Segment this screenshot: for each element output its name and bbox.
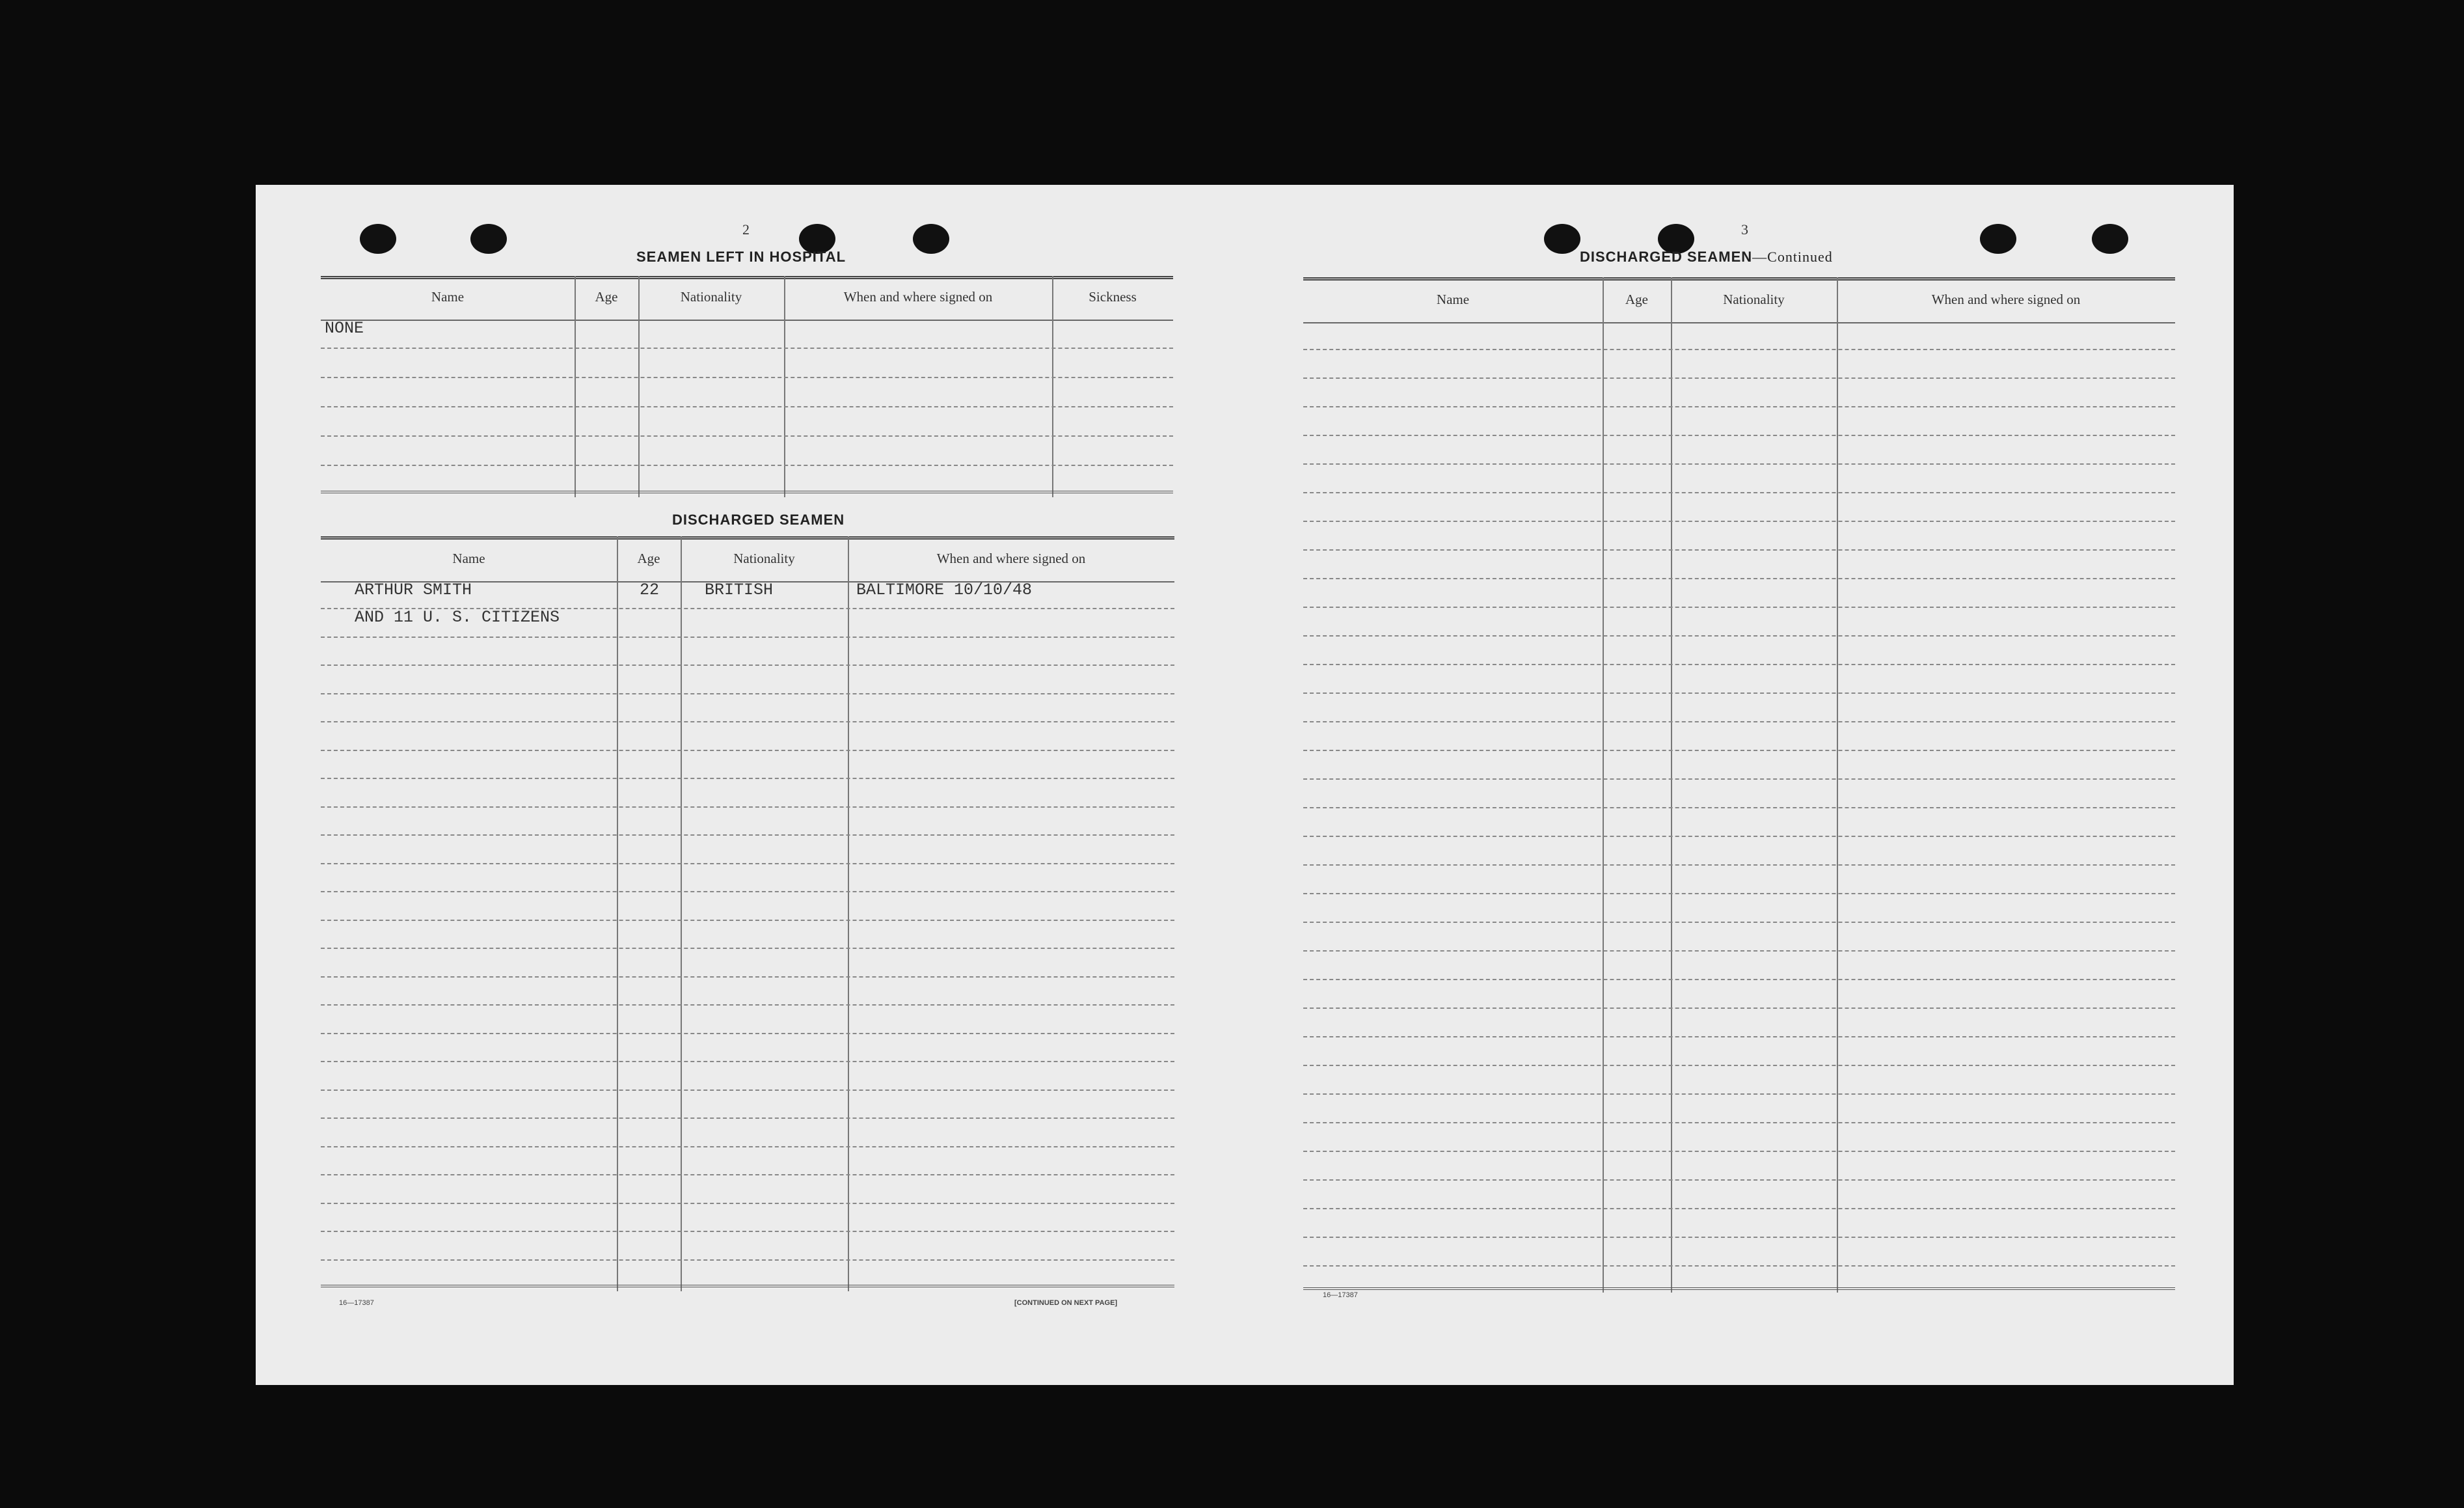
punch-hole: [360, 224, 396, 254]
punch-hole: [1544, 224, 1580, 254]
row-rule: [321, 377, 1173, 378]
row-rule: [321, 976, 1174, 978]
discharged-continued-title: [1580, 249, 1833, 266]
row-rule: [321, 1090, 1174, 1091]
row-rule: [321, 348, 1173, 349]
row-rule: [1303, 864, 2175, 866]
column-divider: [638, 276, 640, 497]
row-rule: [321, 1259, 1174, 1261]
column-divider: [784, 276, 785, 497]
table-bottom-rule: [321, 1285, 1174, 1287]
row-rule: [1303, 521, 2175, 522]
column-divider: [1603, 277, 1604, 1293]
row-rule: [1303, 1237, 2175, 1238]
col-header-age: Age: [637, 551, 660, 566]
row-rule: [1303, 1179, 2175, 1181]
right-page: [1271, 185, 2234, 1385]
row-rule: [1303, 807, 2175, 808]
row-rule: [1303, 750, 2175, 751]
row-rule: [1303, 1036, 2175, 1037]
seaman-name: AND 11 U. S. CITIZENS: [355, 608, 560, 627]
hospital-title: SEAMEN LEFT IN HOSPITAL: [636, 249, 846, 265]
row-rule: [321, 948, 1174, 949]
row-rule: [321, 1117, 1174, 1119]
row-rule: [1303, 692, 2175, 694]
page-number: 2: [742, 221, 750, 238]
row-rule: [321, 406, 1173, 407]
row-rule: [321, 665, 1174, 666]
row-rule: [1303, 1208, 2175, 1209]
row-rule: [321, 1004, 1174, 1006]
row-rule: [321, 721, 1174, 722]
form-sheet: [256, 185, 2234, 1385]
hospital-table: [321, 276, 1173, 497]
seaman-signed-on: BALTIMORE 10/10/48: [856, 581, 1033, 599]
row-rule: [321, 637, 1174, 638]
row-rule: [321, 863, 1174, 864]
column-divider: [1671, 277, 1672, 1293]
row-rule: [321, 750, 1174, 751]
row-rule: [321, 1203, 1174, 1204]
row-rule: [1303, 664, 2175, 665]
row-rule: [1303, 578, 2175, 579]
punch-hole: [1980, 224, 2016, 254]
row-rule: [1303, 635, 2175, 637]
seaman-name: ARTHUR SMITH: [355, 581, 472, 599]
row-rule: [1303, 778, 2175, 780]
col-header-name: Name: [452, 551, 485, 566]
row-rule: [1303, 893, 2175, 894]
row-rule: [321, 920, 1174, 921]
row-rule: [1303, 1008, 2175, 1009]
row-rule: [321, 834, 1174, 836]
column-divider: [1837, 277, 1838, 1293]
row-rule: [321, 1061, 1174, 1062]
row-rule: [1303, 1265, 2175, 1267]
column-divider: [617, 536, 618, 1291]
col-header-name: Name: [431, 289, 465, 305]
row-rule: [1303, 549, 2175, 551]
column-divider: [1052, 276, 1053, 497]
discharged-table: [321, 536, 1174, 1291]
row-rule: [321, 778, 1174, 779]
col-header-signed-on: When and where signed on: [1931, 292, 2081, 307]
row-rule: [321, 1146, 1174, 1147]
row-rule: [1303, 1122, 2175, 1123]
col-header-sickness: Sickness: [1089, 289, 1137, 305]
hospital-entry: NONE: [325, 319, 364, 338]
row-rule: [1303, 377, 2175, 379]
row-rule: [321, 1174, 1174, 1175]
row-rule: [1303, 435, 2175, 436]
row-rule: [1303, 979, 2175, 980]
col-header-signed-on: When and where signed on: [936, 551, 1086, 566]
column-divider: [848, 536, 849, 1291]
row-rule: [321, 891, 1174, 892]
row-rule: [1303, 492, 2175, 493]
form-number: 16—17387: [339, 1299, 374, 1307]
row-rule: [1303, 721, 2175, 722]
punch-hole: [2092, 224, 2128, 254]
row-rule: [321, 465, 1173, 466]
row-rule: [1303, 922, 2175, 923]
title-continued: —Continued: [1752, 249, 1833, 265]
row-rule: [1303, 1065, 2175, 1066]
row-rule: [1303, 1151, 2175, 1152]
col-header-name: Name: [1436, 292, 1470, 307]
punch-hole: [913, 224, 949, 254]
col-header-nationality: Nationality: [1723, 292, 1785, 307]
discharged-title: DISCHARGED SEAMEN: [672, 512, 845, 528]
col-header-signed-on: When and where signed on: [843, 289, 993, 305]
table-bottom-rule: [1303, 1287, 2175, 1290]
row-rule: [321, 806, 1174, 808]
row-rule: [1303, 607, 2175, 608]
row-rule: [321, 1231, 1174, 1232]
row-rule: [1303, 463, 2175, 465]
punch-hole: [470, 224, 507, 254]
row-rule: [321, 435, 1173, 437]
table-bottom-rule: [321, 491, 1173, 493]
col-header-age: Age: [595, 289, 618, 305]
row-rule: [1303, 406, 2175, 407]
row-rule: [1303, 950, 2175, 952]
row-rule: [321, 693, 1174, 694]
title-main: DISCHARGED SEAMEN: [1580, 249, 1753, 265]
column-divider: [681, 536, 682, 1291]
row-rule: [1303, 349, 2175, 350]
seaman-nationality: BRITISH: [705, 581, 774, 599]
page-number: 3: [1741, 221, 1748, 238]
row-rule: [1303, 836, 2175, 837]
col-header-nationality: Nationality: [680, 289, 742, 305]
continued-note: [CONTINUED ON NEXT PAGE]: [1014, 1299, 1118, 1307]
row-rule: [321, 1033, 1174, 1034]
discharged-continued-table: [1303, 277, 2175, 1293]
col-header-age: Age: [1625, 292, 1648, 307]
seaman-age: 22: [640, 581, 660, 599]
col-header-nationality: Nationality: [733, 551, 795, 566]
left-page: [256, 185, 1199, 1385]
form-number: 16—17387: [1323, 1291, 1358, 1299]
column-divider: [575, 276, 576, 497]
row-rule: [1303, 1093, 2175, 1095]
